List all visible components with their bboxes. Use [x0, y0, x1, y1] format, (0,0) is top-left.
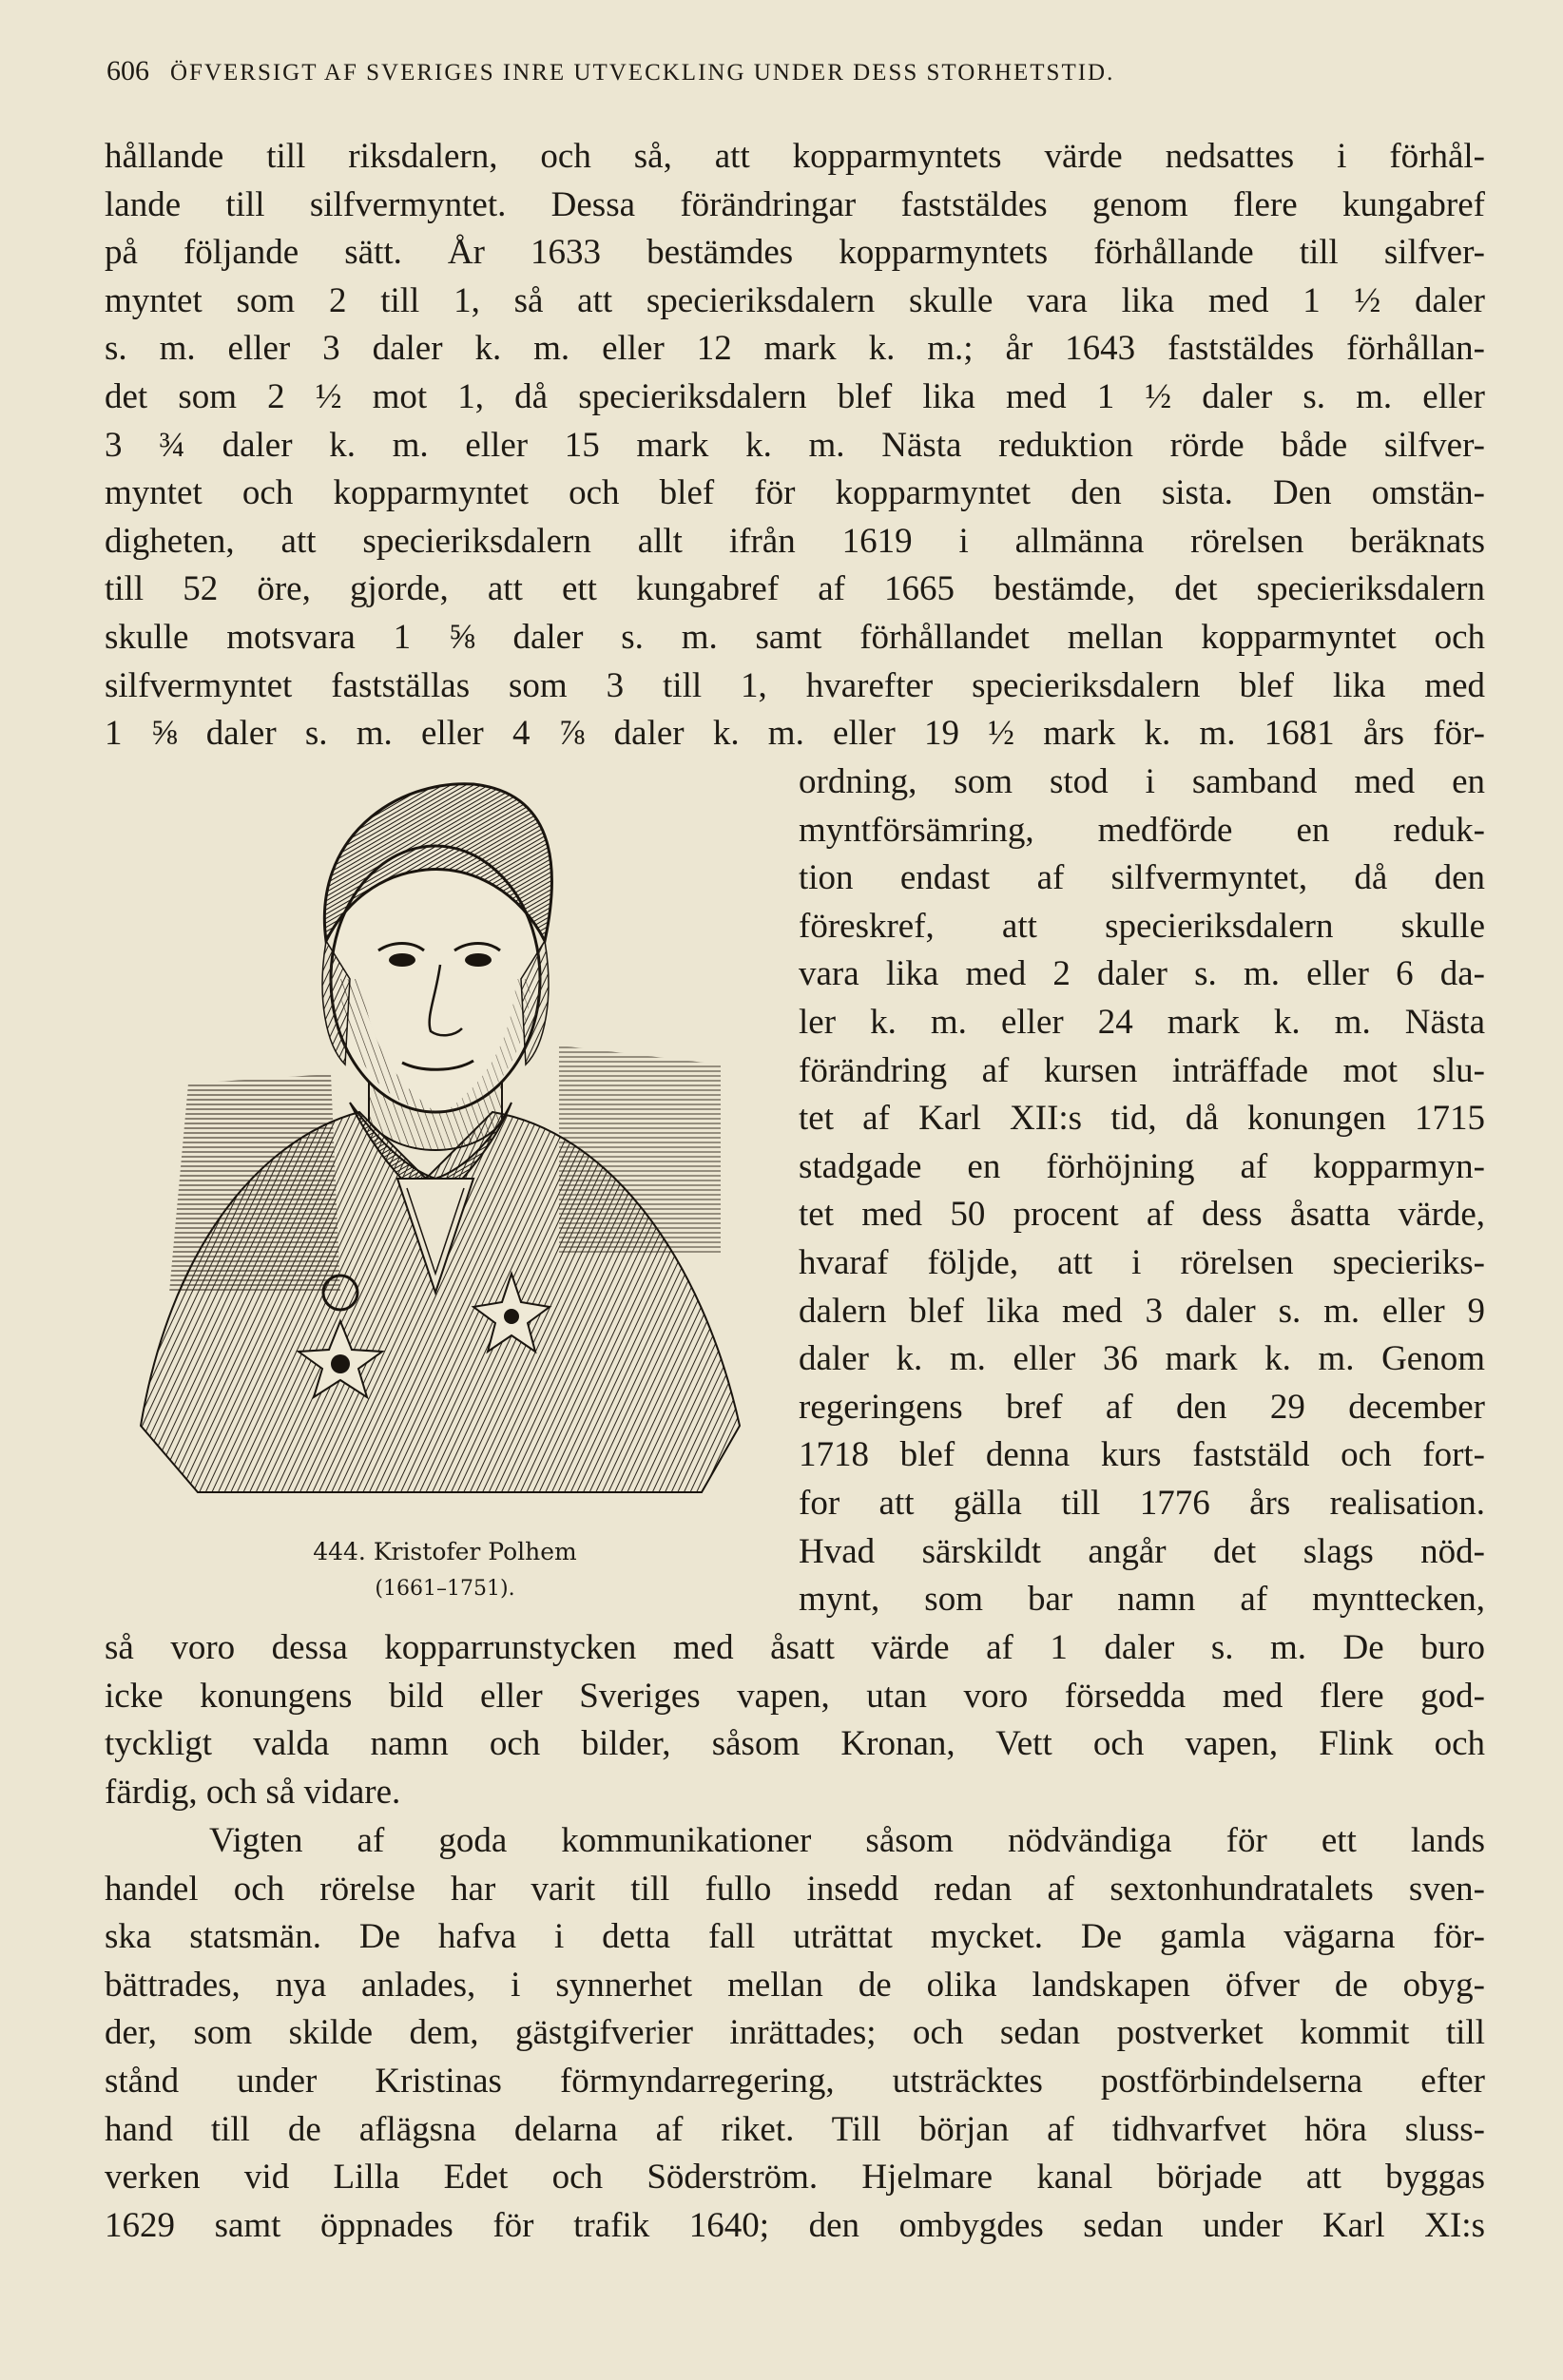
text-line: på följande sätt. År 1633 bestämdes kopparmyntets förhållande till silfver-: [105, 233, 1485, 273]
text-line: dalern blef lika med 3 daler s. m. eller 9: [799, 1291, 1485, 1331]
text-line: förändring af kursen inträffade mot slu-: [799, 1050, 1485, 1090]
text-line: stånd under Kristinas förmyndarregering, utsträcktes postförbindelserna efter: [105, 2061, 1485, 2101]
text-line: for att gälla till 1776 års realisation.: [799, 1483, 1485, 1523]
text-line: tet med 50 procent af dess åsatta värde,: [799, 1195, 1485, 1235]
text-line: digheten, att specieriksdalern allt ifrån 1619 i allmänna rörelsen beräknats: [105, 521, 1485, 561]
text-line: tet af Karl XII:s tid, då konungen 1715: [799, 1099, 1485, 1139]
text-line: lande till silfvermyntet. Dessa förändringar faststäldes genom flere kungabref: [105, 184, 1485, 224]
running-header: [106, 55, 1485, 93]
text-line: färdig, och så vidare.: [105, 1772, 401, 1812]
text-line: regeringens bref af den 29 december: [799, 1387, 1485, 1427]
page-number: 606: [106, 55, 149, 86]
text-line: Vigten af goda kommunikationer såsom nödvändiga för ett lands: [209, 1821, 1485, 1860]
paragraph-top: [105, 133, 1485, 758]
text-line: till 52 öre, gjorde, att ett kungabref af 1665 bestämde, det specieriksdalern: [105, 569, 1485, 609]
text-line: ska statsmän. De hafva i detta fall uträttat mycket. De gamla vägarna för-: [105, 1917, 1485, 1957]
text-line: der, som skilde dem, gästgifverier inrättades; och sedan postverket kommit till: [105, 2013, 1485, 2053]
text-line: s. m. eller 3 daler k. m. eller 12 mark k. m.; år 1643 faststäldes förhållan-: [105, 329, 1485, 369]
text-line: 1 ⅝ daler s. m. eller 4 ⅞ daler k. m. eller 19 ½ mark k. m. 1681 års för-: [105, 714, 1485, 754]
text-line: bättrades, nya anlades, i synnerhet mellan de olika landskapen öfver de obyg-: [105, 1965, 1485, 2005]
text-line: tion endast af silfvermyntet, då den: [799, 858, 1485, 898]
text-line: hållande till riksdalern, och så, att kopparmyntets värde nedsattes i förhål-: [105, 137, 1485, 176]
text-line: icke konungens bild eller Sveriges vapen, utan voro försedda med flere god-: [105, 1676, 1485, 1716]
paragraph-communications: [105, 1817, 1485, 2250]
text-line: daler k. m. eller 36 mark k. m. Genom: [799, 1339, 1485, 1379]
text-line: handel och rörelse har varit till fullo insedd redan af sextonhundratalets sven-: [105, 1869, 1485, 1909]
text-line: så voro dessa kopparrunstycken med åsatt värde af 1 daler s. m. De buro: [105, 1628, 1485, 1667]
paragraph-column: [799, 758, 1485, 1624]
text-line: 3 ¾ daler k. m. eller 15 mark k. m. Nästa reduktion rörde både silfver-: [105, 425, 1485, 465]
text-line: tyckligt valda namn och bilder, såsom Kronan, Vett och vapen, Flink och: [105, 1724, 1485, 1764]
paragraph-bottom: [105, 1624, 1485, 1816]
text-line: vara lika med 2 daler s. m. eller 6 da-: [799, 954, 1485, 994]
text-line: myntet som 2 till 1, så att specieriksdalern skulle vara lika med 1 ½ daler: [105, 280, 1485, 320]
text-line: Hvad särskildt angår det slags nöd-: [799, 1531, 1485, 1571]
text-line: 1718 blef denna kurs faststäld och fort-: [799, 1435, 1485, 1475]
text-line: stadgade en förhöjning af kopparmyn-: [799, 1146, 1485, 1186]
text-line: myntförsämring, medförde en reduk-: [799, 810, 1485, 850]
portrait-engraving: [112, 760, 778, 1521]
figure-caption: [112, 1538, 778, 1601]
text-line: hand till de aflägsna delarna af riket. Till början af tidhvarfvet höra sluss-: [105, 2109, 1485, 2149]
text-line: 1629 samt öppnades för trafik 1640; den ombygdes sedan under Karl XI:s: [105, 2205, 1485, 2245]
caption-title: 444. Kristofer Polhem: [313, 1538, 577, 1565]
text-line: ordning, som stod i samband med en: [799, 762, 1485, 801]
text-line: hvaraf följde, att i rörelsen specieriks-: [799, 1242, 1485, 1282]
text-line: mynt, som bar namn af mynttecken,: [799, 1580, 1485, 1620]
text-line: verken vid Lilla Edet och Söderström. Hjelmare kanal började att byggas: [105, 2158, 1485, 2198]
text-line: ler k. m. eller 24 mark k. m. Nästa: [799, 1002, 1485, 1042]
text-line: föreskref, att specieriksdalern skulle: [799, 906, 1485, 946]
running-title: ÖFVERSIGT AF SVERIGES INRE UTVECKLING UNDER DESS STORHETSTID.: [170, 60, 1115, 86]
caption-dates: (1661–1751).: [375, 1577, 515, 1601]
text-line: myntet och kopparmyntet och blef för kopparmyntet den sista. Den omstän-: [105, 473, 1485, 513]
text-line: skulle motsvara 1 ⅝ daler s. m. samt förhållandet mellan kopparmyntet och: [105, 617, 1485, 657]
text-line: det som 2 ½ mot 1, då specieriksdalern blef lika med 1 ½ daler s. m. eller: [105, 376, 1485, 416]
text-line: silfvermyntet fastställas som 3 till 1, hvarefter specieriksdalern blef lika med: [105, 665, 1485, 705]
